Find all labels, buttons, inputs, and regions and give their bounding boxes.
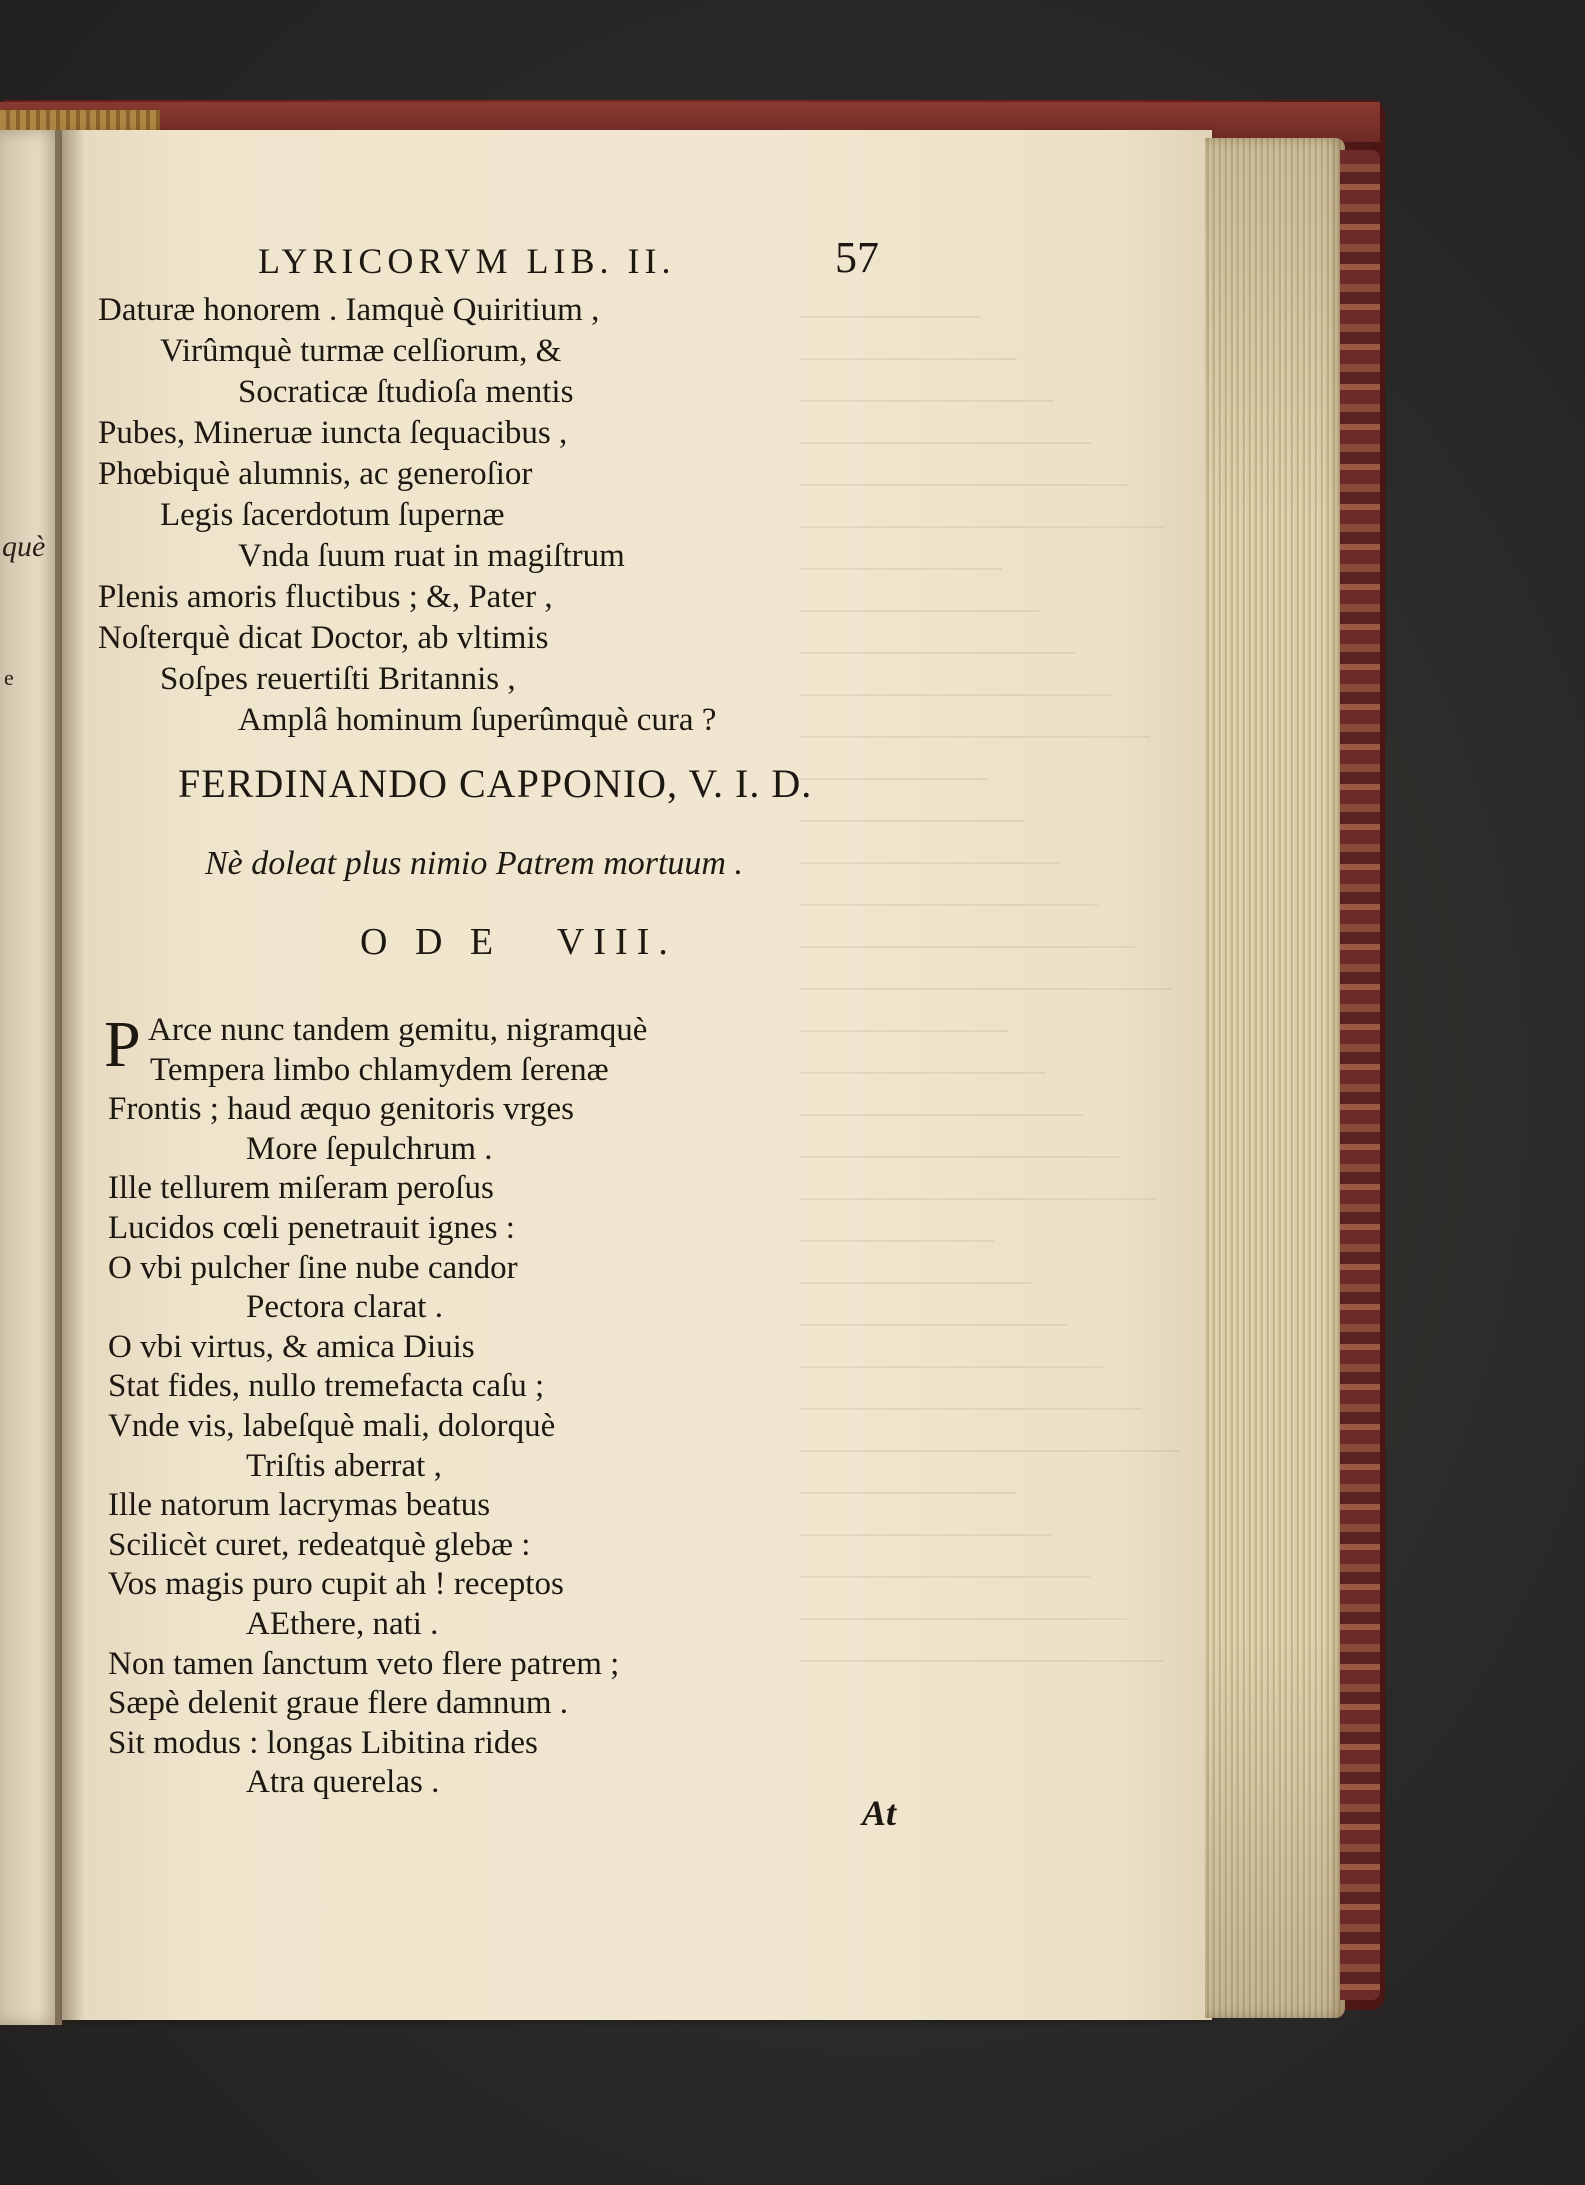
catchword: At: [862, 1793, 897, 1833]
bleed-through-line: [800, 1456, 1016, 1494]
bleed-through-line: [800, 1120, 1120, 1158]
verse-line: Sæpè delenit graue flere damnum .: [108, 1685, 569, 1722]
bleed-through-line: [800, 364, 1054, 402]
bleed-through-line: [800, 700, 1150, 738]
bleed-through-line: [800, 1246, 1031, 1284]
ode-argument: Nè doleat plus nimio Patrem mortuum .: [205, 845, 743, 882]
verse-line: Plenis amoris fluctibus ; &, Pater ,: [98, 579, 553, 615]
bleed-through-line: [800, 910, 1135, 948]
bleed-through-line: [800, 1162, 1157, 1200]
bleed-through-line: [800, 1624, 1164, 1662]
bleed-through-line: [800, 406, 1091, 444]
marbled-cover-edge: [1340, 150, 1380, 2000]
verse-line: Vnde vis, labeſquè mali, dolorquè: [108, 1408, 556, 1444]
bleed-through-line: [800, 1036, 1046, 1074]
bleed-through-line: [800, 616, 1076, 654]
verse-line: Atra querelas .: [246, 1764, 440, 1801]
running-header: LYRICORVM LIB. II.: [258, 241, 676, 281]
bleed-through-line: [800, 448, 1128, 486]
verse-line: AEthere, nati .: [246, 1606, 439, 1642]
left-page-fragment: e: [4, 665, 14, 690]
bleed-through-line: [800, 1288, 1068, 1326]
bleed-through-line: [800, 1204, 994, 1242]
verse-line: Non tamen ſanctum veto flere patrem ;: [108, 1645, 620, 1682]
verse-line: Stat fides, nullo tremefacta caſu ;: [108, 1368, 545, 1405]
verse-line: Lucidos cœli penetrauit ignes :: [108, 1210, 515, 1246]
bleed-through-line: [800, 658, 1113, 696]
bleed-through-line: [800, 952, 1172, 990]
bleed-through-line: [800, 1078, 1083, 1116]
bleed-through-line: [800, 784, 1024, 822]
verse-line: Soſpes reuertiſti Britannis ,: [160, 661, 516, 697]
gutter-shadow: [55, 130, 85, 2025]
verse-line: Scilicèt curet, redeatquè glebæ :: [108, 1526, 531, 1563]
verse-line: O vbi virtus, & amica Diuis: [108, 1328, 475, 1365]
verse-line: Legis ſacerdotum ſupernæ: [160, 497, 505, 533]
bleed-through-line: [800, 1414, 1179, 1452]
verse-line: Daturæ honorem . Iamquè Quiritium ,: [98, 292, 600, 328]
verse-line: Vnda ſuum ruat in magiſtrum: [238, 538, 625, 574]
verse-line: Arce nunc tandem gemitu, nigramquè: [148, 1012, 648, 1048]
verse-line: Pectora clarat .: [246, 1289, 443, 1326]
bleed-through-line: [800, 490, 1165, 528]
bleed-through-line: [800, 868, 1098, 906]
dedication-heading: FERDINANDO CAPPONIO, V. I. D.: [178, 761, 813, 806]
bleed-through-line: [800, 742, 987, 780]
left-page-fragment: què: [2, 530, 46, 563]
bleed-through-line: [800, 1666, 1001, 1680]
ode-title: O D E VIII.: [360, 921, 677, 963]
bleed-through-line: [800, 1498, 1053, 1536]
verse-line: Ille tellurem miſeram peroſus: [108, 1170, 494, 1207]
verse-line: Sit modus : longas Libitina rides: [108, 1724, 538, 1761]
bleed-through-texture: [800, 280, 1230, 1680]
bleed-through-line: [800, 826, 1061, 864]
verse-line: Pubes, Mineruæ iuncta ſequacibus ,: [98, 415, 568, 451]
bleed-through-line: [800, 994, 1009, 1032]
verse-line: Amplâ hominum ſuperûmquè cura ?: [238, 702, 717, 738]
page-number: 57: [835, 233, 879, 282]
verse-line: Ille natorum lacrymas beatus: [108, 1487, 491, 1524]
verse-line: Tempera limbo chlamydem ſerenæ: [150, 1051, 609, 1088]
verse-line: O vbi pulcher ſine nube candor: [108, 1249, 518, 1286]
headband: [0, 110, 160, 130]
verse-line: More ſepulchrum .: [246, 1130, 493, 1167]
verse-line: Phœbiquè alumnis, ac generoſior: [98, 456, 533, 492]
verse-line: Vos magis puro cupit ah ! receptos: [108, 1566, 564, 1603]
drop-cap: P: [104, 1008, 141, 1081]
bleed-through-line: [800, 1540, 1090, 1578]
verse-line: Virûmquè turmæ celſiorum, &: [160, 333, 562, 369]
bleed-through-line: [800, 532, 1002, 570]
verse-line: Triſtis aberrat ,: [246, 1447, 442, 1484]
verse-line: Frontis ; haud æquo genitoris vrges: [108, 1091, 574, 1128]
verse-line: Socraticæ ſtudioſa mentis: [238, 374, 574, 410]
left-page: [0, 130, 62, 2025]
bleed-through-line: [800, 1330, 1105, 1368]
bleed-through-line: [800, 280, 980, 318]
bleed-through-line: [800, 1582, 1127, 1620]
bleed-through-line: [800, 322, 1017, 360]
bleed-through-line: [800, 1372, 1142, 1410]
bleed-through-line: [800, 574, 1039, 612]
verse-line: Noſterquè dicat Doctor, ab vltimis: [98, 620, 549, 656]
